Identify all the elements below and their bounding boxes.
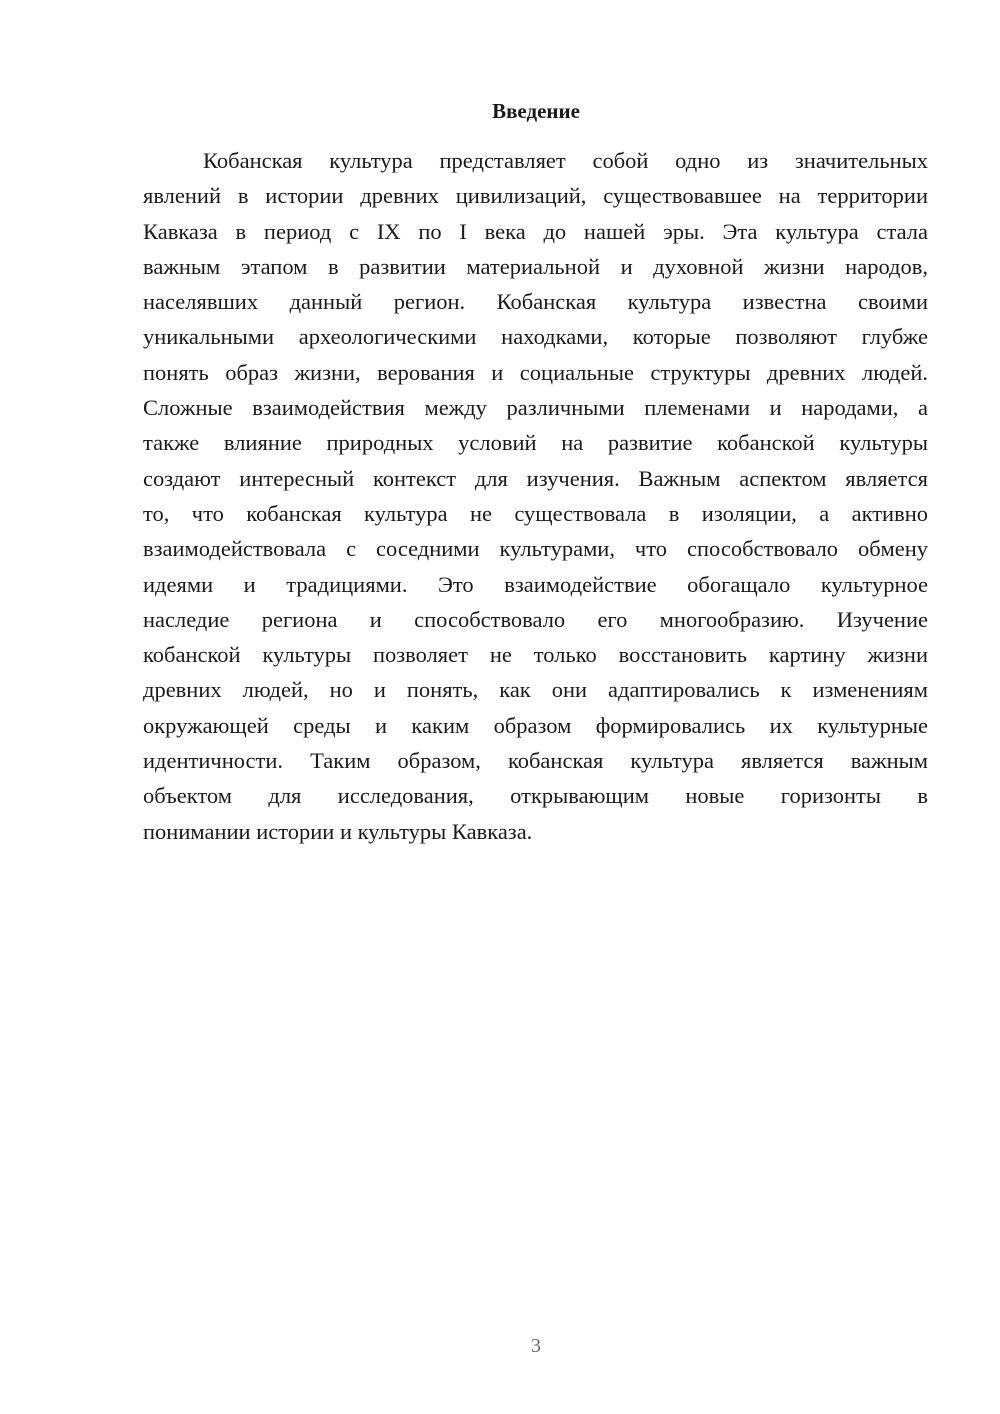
paragraph-line: населявших данный регион. Кобанская культура известна своими bbox=[143, 289, 928, 315]
paragraph-line: понять образ жизни, верования и социальные структуры древних людей. bbox=[143, 359, 928, 385]
paragraph-line: наследие региона и способствовало его многообразию. Изучение bbox=[143, 606, 928, 632]
paragraph-line: Кавказа в период с IX по I века до нашей эры. Эта культура стала bbox=[143, 218, 928, 244]
paragraph-line: понимании истории и культуры Кавказа. bbox=[143, 818, 533, 844]
page-number: 3 bbox=[531, 1335, 541, 1357]
paragraph-line: уникальными археологическими находками, которые позволяют глубже bbox=[143, 324, 928, 350]
paragraph-line: Кобанская культура представляет собой одно из значительных bbox=[203, 148, 928, 173]
paragraph-line: создают интересный контекст для изучения. Важным аспектом является bbox=[143, 465, 928, 491]
paragraph-line: окружающей среды и каким образом формировались их культурные bbox=[143, 712, 928, 738]
paragraph-line: также влияние природных условий на развитие кобанской культуры bbox=[143, 430, 928, 456]
paragraph-line: взаимодействовала с соседними культурами, что способствовало обмену bbox=[143, 536, 928, 562]
paragraph-line: идеями и традициями. Это взаимодействие обогащало культурное bbox=[143, 571, 928, 597]
paragraph-line: объектом для исследования, открывающим новые горизонты в bbox=[143, 783, 928, 809]
paragraph-line: древних людей, но и понять, как они адаптировались к изменениям bbox=[143, 677, 928, 703]
introduction-paragraph bbox=[143, 143, 928, 849]
paragraph-line: идентичности. Таким образом, кобанская культура является важным bbox=[143, 748, 928, 774]
paragraph-line: явлений в истории древних цивилизаций, существовавшее на территории bbox=[143, 183, 928, 209]
paragraph-line: то, что кобанская культура не существовала в изоляции, а активно bbox=[143, 500, 928, 526]
paragraph-line: важным этапом в развитии материальной и духовной жизни народов, bbox=[143, 253, 928, 279]
paragraph-line: кобанской культуры позволяет не только восстановить картину жизни bbox=[143, 642, 928, 668]
page-title: Введение bbox=[492, 99, 580, 123]
paragraph-line: Сложные взаимодействия между различными племенами и народами, а bbox=[143, 395, 928, 421]
